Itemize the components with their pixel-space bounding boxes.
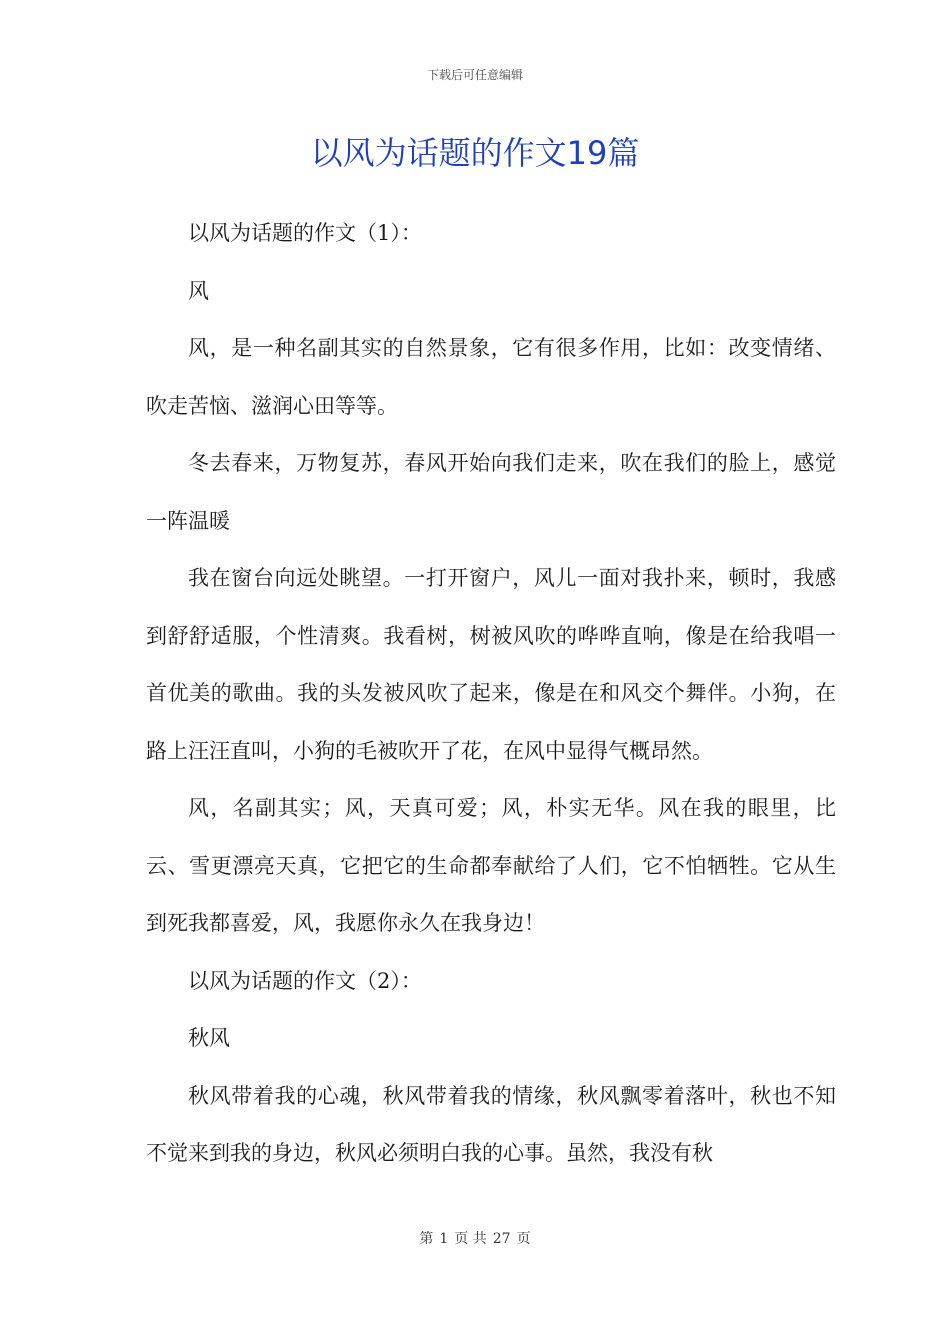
- paragraph: 以风为话题的作文（1）：: [188, 221, 422, 245]
- document-title: 以风为话题的作文19篇: [310, 134, 640, 172]
- paragraph: 秋风带着我的心魂，秋风带着我的情缘，秋风飘零着落叶，秋也不知不觉来到我的身边，秋风必须明白我的心事。虽然，我没有秋: [146, 1083, 836, 1165]
- paragraph: 秋风: [188, 1026, 230, 1050]
- paragraph: 以风为话题的作文（2）：: [188, 968, 422, 993]
- page-footer: [0, 1228, 950, 1248]
- page-number: 1: [439, 1231, 449, 1247]
- document-body: [146, 205, 836, 1183]
- header-note: 下载后可任意编辑: [426, 68, 523, 82]
- paragraph: 风，是一种名副其实的自然景象，它有很多作用，比如：改变情绪、吹走苦恼、滋润心田等等。: [146, 336, 836, 418]
- footer-suffix: 页: [516, 1231, 531, 1247]
- footer-prefix: 第: [419, 1231, 434, 1247]
- footer-mid: 页 共: [454, 1231, 487, 1247]
- paragraph: 冬去春来，万物复苏，春风开始向我们走来，吹在我们的脸上，感觉一阵温暖: [146, 451, 836, 533]
- paragraph: 风: [188, 278, 209, 303]
- paragraph: 我在窗台向远处眺望。一打开窗户，风儿一面对我扑来，顿时，我感到舒舒适服，个性清爽。我看树，树被风吹的哗哗直响，像是在给我唱一首优美的歌曲。我的头发被风吹了起来，像是在和风交个舞伴。小狗，在路上汪汪直叫，小狗的毛被吹开了花，在风中显得气概昂然。: [146, 566, 836, 763]
- paragraph: 风，名副其实；风，天真可爱；风，朴实无华。风在我的眼里，比云、雪更漂亮天真，它把它的生命都奉献给了人们，它不怕牺牲。它从生到死我都喜爱，风，我愿你永久在我身边！: [146, 796, 836, 935]
- page-total: 27: [492, 1231, 511, 1247]
